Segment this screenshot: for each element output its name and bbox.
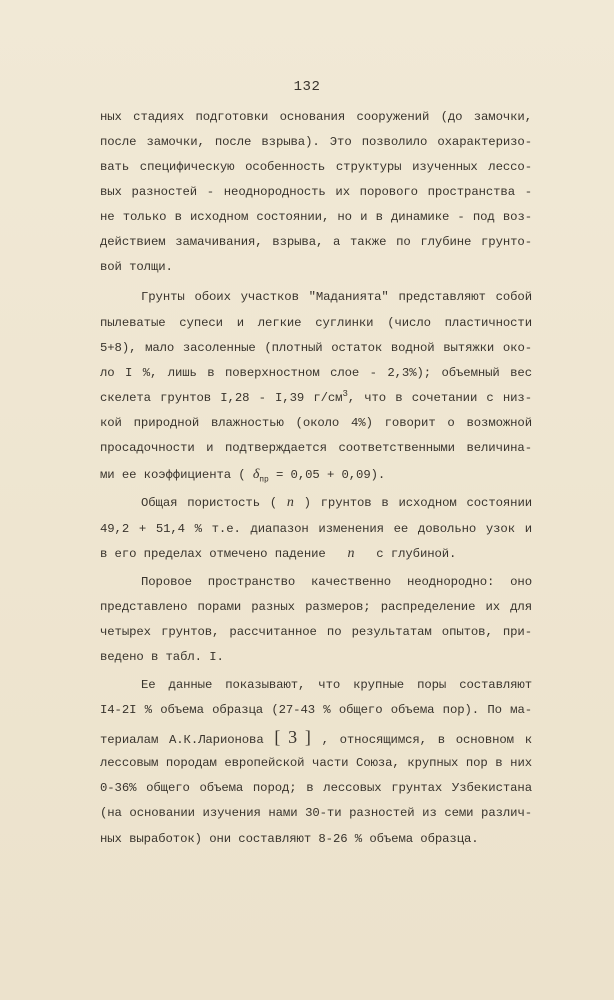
page-number: 132: [293, 79, 321, 95]
text-line: (на основании изучения нами 30-ти разностей из семи различ-: [100, 806, 532, 820]
superscript: 3: [342, 388, 348, 399]
text-line: ло I %, лишь в поверхностном слое - 2,3%); объемный вес: [100, 366, 532, 380]
text-line: после замочки, после взрыва). Это позволило охарактеризо-: [100, 135, 532, 149]
text-segment: = 0,05 + 0,09).: [275, 468, 386, 482]
text-segment: скелета грунтов I,28 - I,39 г/см: [100, 391, 343, 405]
text-line: ведено в табл. I.: [100, 650, 224, 664]
text-line: Грунты обоих участков "Маданията" представляют собой: [141, 290, 532, 304]
text-line: не только в исходном состоянии, но и в динамике - под воз-: [100, 210, 532, 224]
text-line: вать специфическую особенность структуры изученных лессо-: [100, 160, 532, 174]
text-line: четырех грунтов, рассчитанное по результатам опытов, при-: [100, 625, 532, 639]
text-line: вых разностей - неоднородность их порового пространства -: [100, 185, 532, 199]
text-line: пылеватые супеси и легкие суглинки (число пластичности: [100, 316, 532, 330]
text-segment: , относящимся, в основном к: [321, 733, 532, 747]
text-line: Поровое пространство качественно неоднородно: оно: [141, 575, 532, 589]
text-line: лессовым породам европейской части Союза, крупных пор в них: [100, 756, 532, 770]
text-line: ных выработок) они составляют 8-26 % объема образца.: [100, 832, 479, 846]
text-line: ных стадиях подготовки основания сооружений (до замочки,: [100, 110, 532, 124]
subscript: пр: [259, 475, 269, 485]
text-segment: , что в сочетании с низ-: [347, 391, 532, 405]
text-segment: в его пределах отмечено падение: [100, 547, 326, 561]
text-segment: териалам А.К.Ларионова: [100, 733, 264, 747]
text-segment: Общая пористость (: [141, 496, 278, 510]
citation-reference: [ 3 ]: [274, 727, 311, 747]
text-line: кой природной влажностью (около 4%) говорит о возможной: [100, 416, 532, 430]
text-line: 49,2 + 51,4 % т.е. диапазон изменения ее довольно узок и: [100, 522, 532, 536]
text-line: вой толщи.: [100, 260, 173, 274]
text-line: 5+8), мало засоленные (плотный остаток водной вытяжки око-: [100, 341, 532, 355]
text-line: просадочности и подтверждается соответственными величина-: [100, 441, 532, 455]
porosity-symbol: n: [286, 495, 294, 510]
text-line: Ее данные показывают, что крупные поры составляют: [141, 678, 532, 692]
porosity-symbol: n: [347, 546, 355, 561]
text-line: I4-2I % объема образца (27-43 % общего объема пор). По ма-: [100, 703, 532, 717]
text-line: [141, 492, 532, 514]
text-line: представлено порами разных размеров; распределение их для: [100, 600, 532, 614]
text-segment: с глубиной.: [376, 547, 457, 561]
text-segment: ) грунтов в исходном состоянии: [303, 496, 532, 510]
text-line: [100, 726, 532, 748]
delta-symbol: δ: [252, 467, 260, 482]
text-line: [100, 543, 532, 565]
text-line: [100, 387, 532, 409]
text-line: действием замачивания, взрыва, а также по глубине грунто-: [100, 235, 532, 249]
text-line: 0-36% общего объема пород; в лессовых грунтах Узбекистана: [100, 781, 532, 795]
text-segment: ми ее коэффициента (: [100, 468, 246, 482]
text-line: [100, 464, 532, 486]
